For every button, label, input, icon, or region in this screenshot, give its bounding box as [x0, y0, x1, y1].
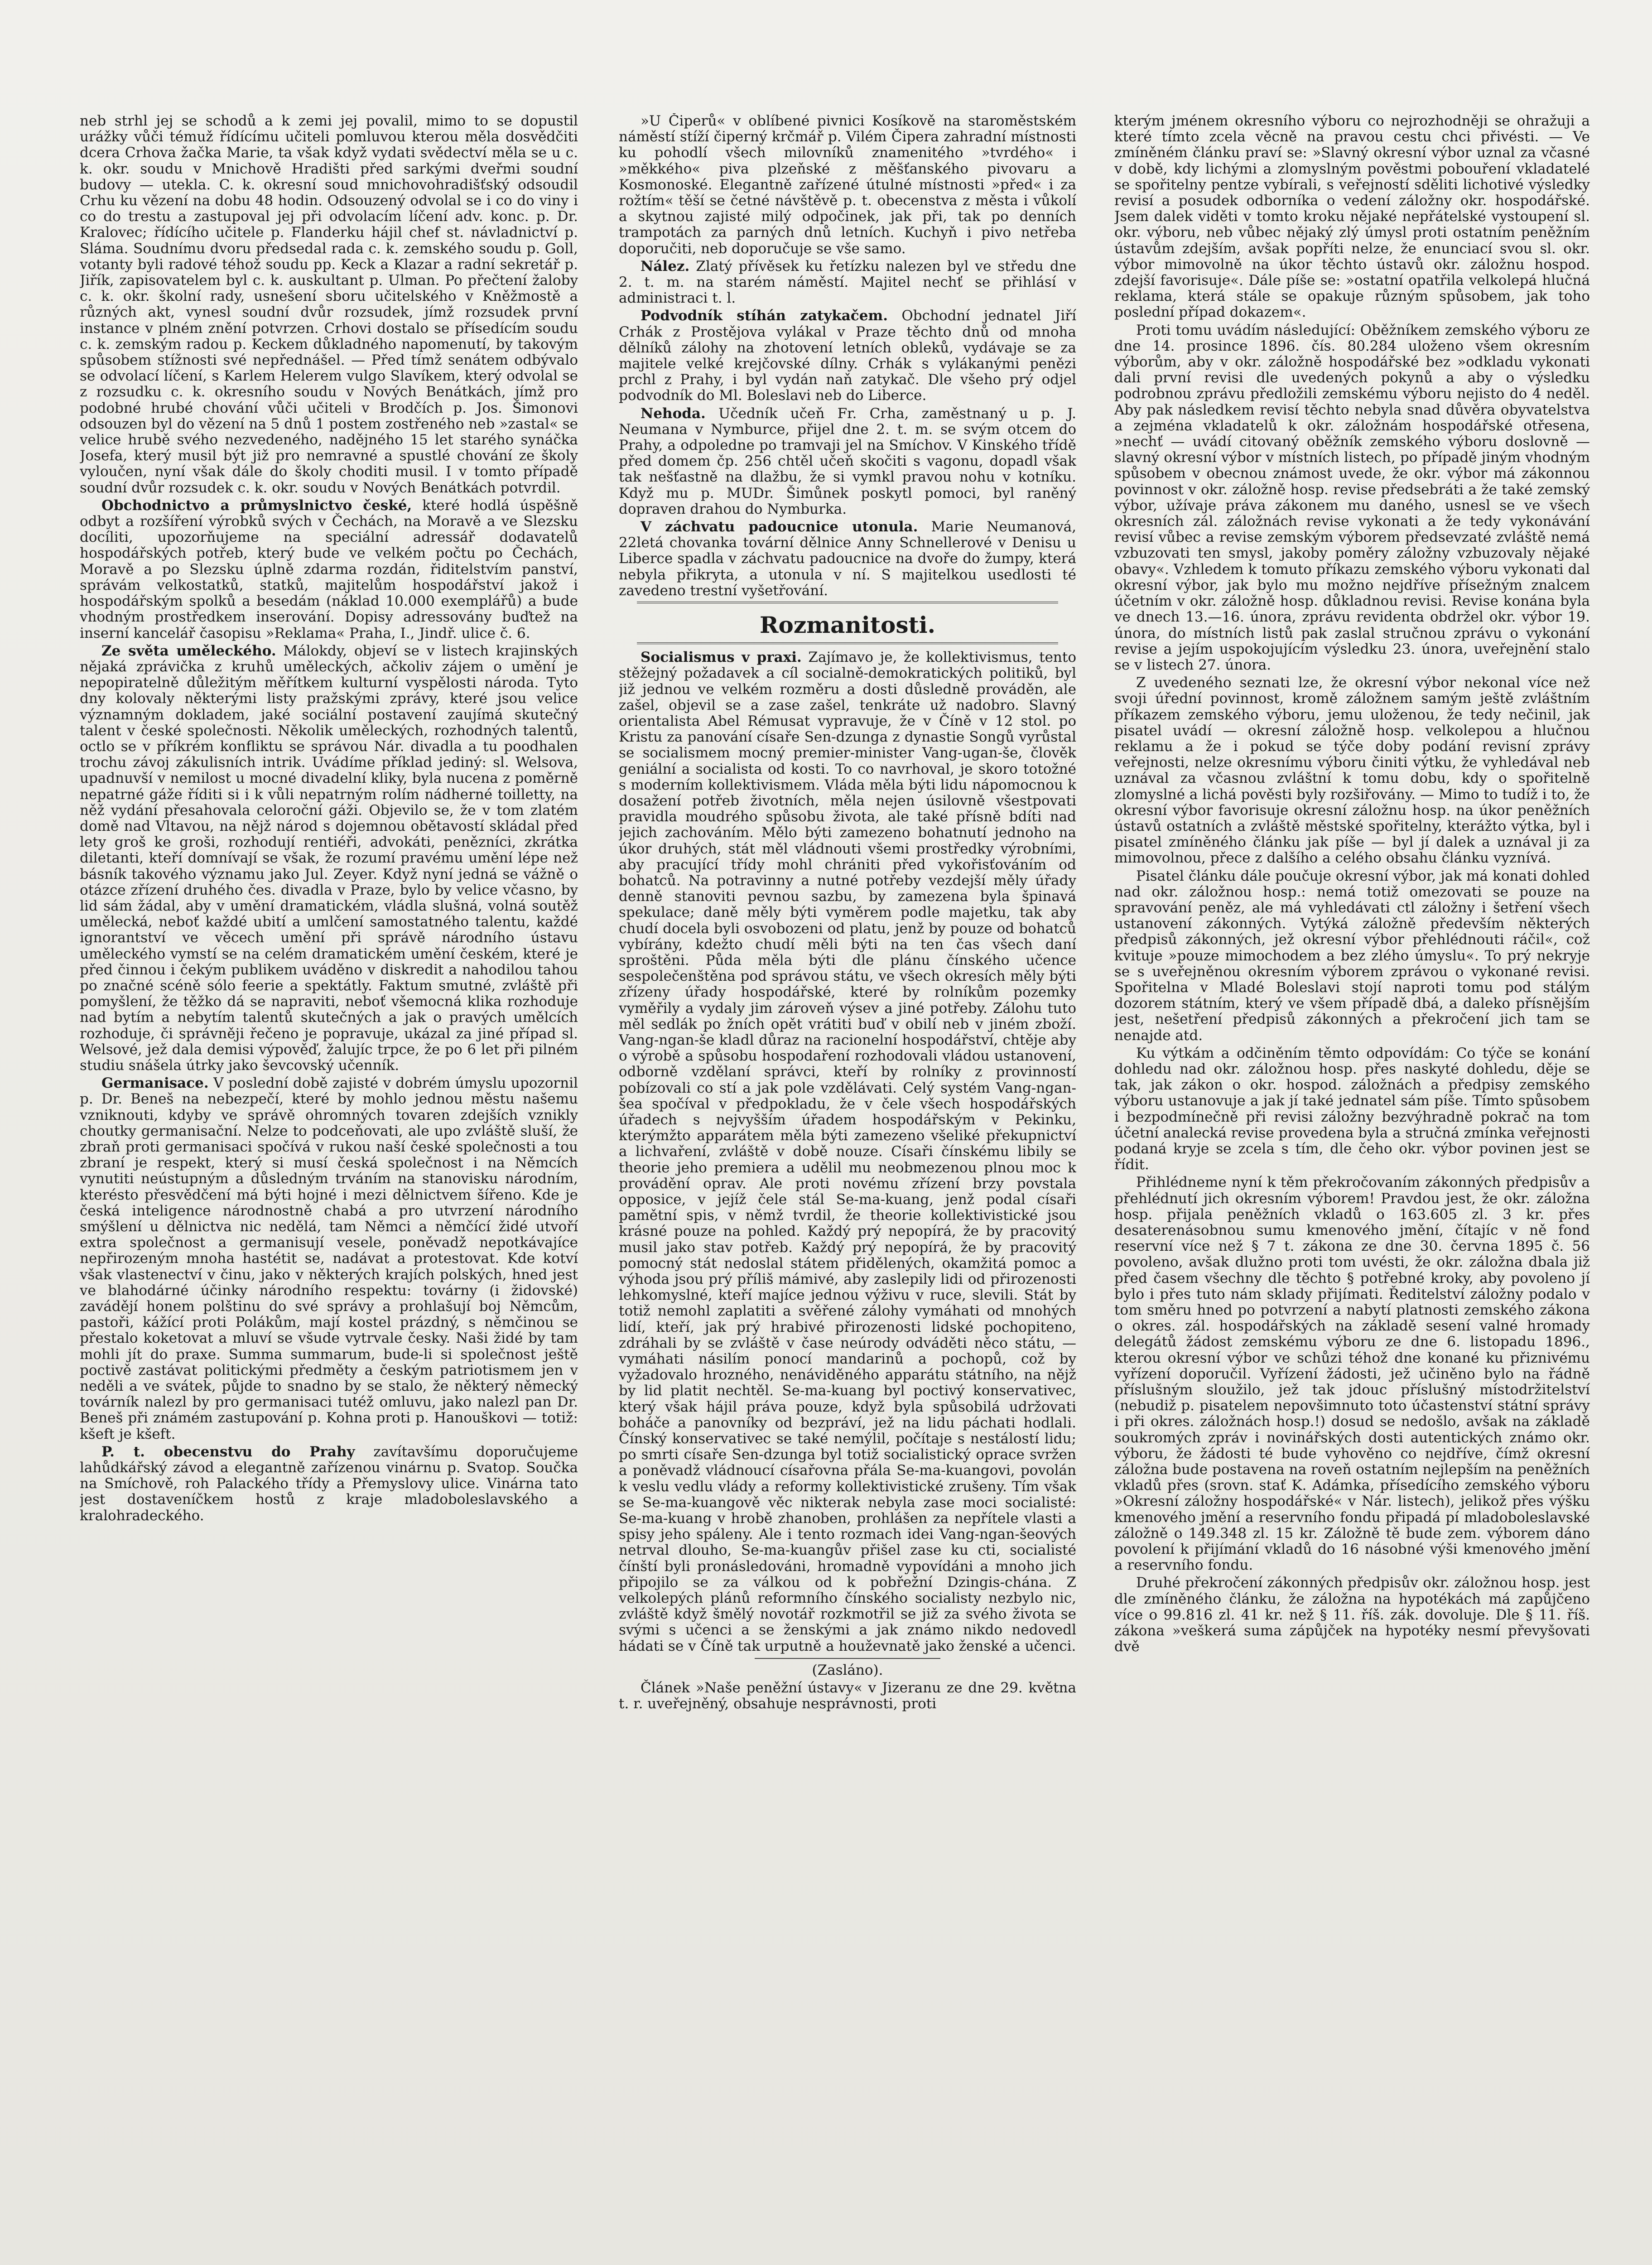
article-obchodnictvo-lead: Obchodnictvo a průmyslnictvo české,	[101, 497, 412, 514]
article-zachvat-lead: V záchvatu padoucnice utonula.	[641, 519, 918, 535]
article-socialismus-body: Zajímavo je, že kollektivismus, tento stěžejný požadavek a cíl socialně-demokratických politiků, byl již jednou ve velkém rozměru a dosti důsledně prováděn, ale zašel, objevil se a zase zašel, tenkráte už nadobro. Slavný orientalista Abel Rémusat vypravuje, že v Číně v 12 stol. po Kristu za panování císaře Sen-dzunga z dynastie Songů vyrůstal se socialismem mocný premier-minister Vang-ugan-še, člověk geniální a socialista od kosti. To co navrhoval, je skoro totožné s moderním kollektivismem. Vláda měla býti lidu nápomocnou k dosažení potřeb životních, měla nejen úsilovně všestpovati pravidla moudrého spůsobu života, ale také přísně bdíti nad jejich zachováním. Mělo býti zamezeno bohatnutí jednoho na úkor druhých, stát měl vládnouti všemi prostředky výrobními, aby pracující třídy mohl chrániti před vykořisťováním od bohatců. Na potravinny a nutné potřeby vezdejší měly úřady denně stanoviti pevnou sazbu, by zamezena byla špinavá spekulace; daně měly býti vyměrem podle majetku, tak aby chudí docela byli osvobozeni od platu, jenž by pouze od bohatců vybírány, kdežto chudí měli býti na ten čas všech daní sproštěni. Půda měla býti dle plánu čínského učence sespolečenštěna pod správou státu, ve všech okresích měly býti zřízeny úřady hospodářské, které by rolníkům pozemky vyměřily a vydaly jim zároveň výsev a jiné potřeby. Zálohu tuto měl sedlák po žních opět vrátiti buď v obilí neb v jiném zboží. Vang-ngan-še kladl důraz na racionelní hospodářství, chtěje aby o výrobě a spůsobu hospodaření rozhodovali vládou ustanovení, odborně vzdělaní správci, kteří by rolníky z provinností pobízovali co stí a jak pole vzdělávati. Celý systém Vang-ngan-šea spočíval v předpokladu, že v čele všech hospodářských úřadech s nejvyšším úřadem hospodářským v Pekinku, kterýmžto apparátem měla býti zamezeno všeliké překupnictví a lichvaření, zvláště v době nouze. Císaři čínskému libily se theorie jeho premiera a udělil mu neobmezenou plnou moc k provádění oprav. Ale proti novému zřízení brzy povstala opposice, v jejíž čele stál Se-ma-kuang, jenž podal císaři pamětní spis, v němž tvrdil, že theorie kollektivistické jsou krásné pouze na pohled. Každý prý nepopírá, že by pracovitý musil jako stav potřeb. Každý prý nepopírá, že by pracovitý pomocný stát nedoslal státem přidělených, okamžitá pomoc a výhoda jsou prý příliš mámivé, aby zaslepily lidi od přirozenosti lehkomyslné, kteří majíce jednou výživu v ruce, slevili. Stát by totiž nemohl zaplatiti a svěřené zálohy vymáhati od mnohých lidí, kteří, jak prý hrabivé přirozenosti lidské pochopiteno, zdráhali by se zvláště v čase neúrody odváděti něco státu, — vymáhati násilím ponocí mandarinů a pochopů, což by vyžadovalo hrozného, nenáviděného apparátu státního, na nějž by lid platit nechtěl. Se-ma-kuang byl poctivý konservativec, který však hájil práva pouze, když byla spůsobilá udržovati boháče a panovníky od bezpráví, jež na lidu páchati hodlali. Čínský konservativec se také nemýlil, počítaje s nestálostí lidu; po smrti císaře Sen-dzunga byl totiž socialistický oprace svržen a poněvadž vládnoucí císařovna přála Se-ma-kuangovi, povolán k veslu vedlu vlády a reformy kollektivistické zrušeny. Tím však se Se-ma-kuangově věc nikterak nebyla zase moci socialisté: Se-ma-kuang v hrobě zhanoben, prohlášen za nepřítele vlasti a spisy jeho spáleny. Ale i tento rozmach idei Vang-ngan-šeových netrval dlouho, Se-ma-kuangův přišel zase ku cti, socialisté čínští byli pronásledováni, hromadně vypovídáni a mnoho jich připojilo se za válkou od k pobřežní Dzingis-chána. Z velkolepých plánů reformního čínského socialisty nezbylo nic, zvláště když šmělý novotář rozkmotřil se již za svého života se svými s učenci a se ženskými a jak známo nikdo nedovedl hádati se v Číně tak urputně a houževnatě jako ženské a učenci.	[619, 649, 1076, 1654]
article-nehoda	[619, 406, 1076, 517]
section-divider-top	[637, 602, 1058, 603]
article-obchodnictvo	[80, 498, 578, 641]
article-zachvat	[619, 519, 1076, 599]
article-zaslano-p4: Pisatel článku dále poučuje okresní výbor, jak má konati dohled nad okr. záložnou hosp.: nemá totiž omezovati se pouze na spravování peněz, ale má vyhledávati ctl záložny i šetření všech ustanovení zákonných. Vytýká záložně především některých předpisů zákonných, jež okresní výbor přehlédnouti ráčil«, což kvituje »pouze mimochodem a bez zlého úmyslu«. To prý nekryje se s uveřejněnou okresním výborem zprávou o vykonané revisi. Spořitelna v Mladé Boleslavi stojí naproti tomu pod stálým dozorem státním, který ve všem případě dbá, a daleko přísnějším jest, nešetření předpisů zákonných a překročení jich tam se nenajde atd.	[1114, 867, 1590, 1044]
article-zaslano-p7: Druhé překročení zákonných předpisův okr. záložnou hosp. jest dle zmíněného článku, že záložna na hypotékách má zapůjčeno více o 99.816 zl. 41 kr. než § 11. říš. zák. dovoluje. Dle § 11. říš. zákona »veškerá suma zápůjček na hypotéky nesmí převyšovati dvě	[1114, 1575, 1590, 1655]
article-podvodnik	[619, 308, 1076, 404]
article-obecenstvu-lead: P. t. obecenstvu do Prahy	[101, 1443, 355, 1460]
article-zachvat-body: Marie Neumanová, 22letá chovanka tovární dělnice Anny Schnellerové v Denisu u Liberce spadla v záchvatu padoucnice na dvoře do žumpy, která nebyla přikryta, a utonula v ní. S majitelkou usedlosti té zavedeno trestní vyšetřování.	[619, 519, 1076, 599]
article-nalez-lead: Nález.	[641, 258, 690, 275]
column-left	[80, 113, 578, 2165]
article-u-ciperu: »U Čiperů« v oblíbené pivnici Kosíkově na staroměstském náměstí stíží čiperný krčmář p. Vilém Čipera zahradní místnosti ku pohodlí všech milovníků znamenitého »tvrdého« i »měkkého« piva plzeňské z měšťanského pivovaru a Kosmonoské. Elegantně zařízené útulné místnosti »před« i za rožtím« těší se četné návštěvě p. t. obecenstva z města i vůkolí a skytnou zajisté milý odpočinek, jak při, tak po denních trampotách za parných dnů letních. Kuchyň i pivo netřeba doporučiti, neb doporučuje se vše samo.	[619, 113, 1076, 257]
article-podvodnik-lead: Podvodník stíhán zatykačem.	[641, 308, 888, 324]
zaslano-divider	[755, 1658, 940, 1659]
article-obecenstvu	[80, 1444, 578, 1524]
article-podvodnik-body: Obchodní jednatel Jiří Crhák z Prostějova vylákal v Praze těchto dnů od mnoha dělníků zálohy na zhotovení letních obleků, vydávaje se za majitele velké krejčovské dílny. Crhák s vylákanými penězi prchl z Prahy, i byl vydán naň zatykač. Dle všeho prý odjel podvodník do Ml. Boleslavi neb do Liberce.	[619, 308, 1076, 404]
article-obecenstvu-body: zavítavšímu doporučujeme lahůdkářský závod a elegantně zařízenou vinárnu p. Svatop. Součka na Smíchově, roh Palackého třídy a Přemyslovy ulice. Vinárna tato jest dostaveníčkem hostů z kraje mladoboleslavského a kralohradeckého.	[80, 1443, 578, 1524]
article-nehoda-lead: Nehoda.	[641, 405, 706, 422]
column-middle	[619, 113, 1076, 2265]
article-zaslano-p2: Proti tomu uvádím následující: Oběžníkem zemského výboru ze dne 14. prosince 1896. čís. 80.284 uloženo všem okresním výborům, aby v okr. záložně hospodářské bez »odkladu vykonati dali první revisi dle uvedených pokynů a aby o výsledku podrobnou zprávu předložili zemskému výboru nejisto do 4 neděl. Aby pak následkem revisí těchto nebyla snad důvěra obyvatelstva a zejména vkladatelů k okr. záložnám hospodářské otřesena, »nechť — uvádí citovaný oběžník zemského výboru doslovně — slavný okresní výbor v místních listech, po případě jiným vhodným spůsobem v obecnou známost uvede, že okr. výbor má zákonnou povinnost v okr. záložně hosp. revise předsebráti a že také zemský výbor, užívaje práva zákonem mu daného, usnesl se ve všech okresních zál. záložnách revise vykonati a že tedy vykonávání revisí vůbec a revise zemským výborem předsevzaté zvláště nemá vzbuzovati ten smysl, jakoby poměry záložny vzbuzovaly nějaké obavy«. Vzhledem k tomuto příkazu zemského výboru vykonati dal okresní výbor, jak bylo mu možno nejdříve přísežným znalcem účetním v okr. záložně hosp. důkladnou revisi. Revise konána byla ve dnech 13.—16. února, zprávu revidenta obdržel okr. výbor 19. února, do místních listů pak zaslal stručnou zprávu o vykonání revise a jejím uspokojujícím výsledku 23. února, uveřejnění stalo se v listech 27. února.	[1114, 322, 1590, 673]
article-ze-sveta-umeleckeho	[80, 643, 578, 1074]
article-zaslano-p3: Z uvedeného seznati lze, že okresní výbor nekonal více než svoji úřední povinnost, kromě záložnem samým ještě zvláštním příkazem zemského výboru, jemu uloženou, že tedy nečinil, jak pisatel uvádí — okresní záložně hosp. velkolepou a hlučnou reklamu a že i pokud se týče doby podání revisní zprávy veřejnosti, nelze okresnímu výboru činiti výtku, že vyhledával neb uznával za včasnou zvláštní k tomu dobu, kdy o spořitelně zlomyslné a lichá pověsti byly rozšiřovány. — Mimo to tudíž i to, že okresní výbor favorisuje okresní záložnu hosp. na úkor peněžních ústavů ostatních a zvláště městské spořitelny, kterážto výtka, byl i pisatel zmíněného článku jak píše — byl jí dalek a uznával ji za mimovolnou, přece z dalšího a celého obsahu článku vyznívá.	[1114, 675, 1590, 867]
article-germanisace	[80, 1075, 578, 1442]
article-zaslano-p6: Přihlédneme nyní k těm překročovaním zákonných předpisův a přehlédnutí jich okresním výborem! Pravdou jest, že okr. záložna hosp. přijala peněžních vkladů o 163.605 zl. 3 kr. přes desaterenásobnou sumu kmenového jmění, čítajíc v ně fond reservní více než § 7 t. zákona ze dne 30. června 1895 č. 56 povoleno, avšak dlužno proti tom uvésti, že okr. záložna dbala již před časem všechny dle těchto § potřebné kroky, aby povoleno jí bylo i přes tuto nám sklady přijímati. Ředitelství záložny podalo v tom směru hned po potvrzení a nabytí platnosti zemského zákona o okres. zál. hospodářských na základě sesení valné hromady delegátů žádost zemskému výboru ze dne 6. listopadu 1896., kterou okresní výbor ve schůzi téhož dne konané ku přiznivému vyřízení doporučil. Vyřízení žádosti, jež učiněno bylo na řádně příslušným sloužilo, jež tak jdouc příslušný místodržitelství (nebudiž p. pisatelem nepovšimnuto toto účastenství státní správy i při okres. záložnách hosp.!) dosud se nedošlo, avšak na základě soukromých zpráv i novinářských dosti autentických známo okr. výboru, že žádosti té bude vyhověno co nejdříve, čímž okresní záložna bude postavena na roveň ostatním nejlepším na peněžních vkladů přes (srovn. stať K. Adámka, přísedícího zemského výboru »Okresní záložny hospodářské« v Nár. listech), jelikož přes výšku kmenového jmění a reservního fondu připadá pí mladoboleslavské záložně o 149.348 zl. 15 kr. Záložně tě bude zem. výborem dáno povolení k přijímání vkladů do 16 násobné výši kmenového jmění a reservního fondu.	[1114, 1174, 1590, 1574]
article-socialismus-lead: Socialismus v praxi.	[641, 649, 802, 666]
article-clanek: Článek »Naše peněžní ústavy« v Jizeranu ze dne 29. května t. r. uveřejněný, obsahuje nesprávnosti, proti	[619, 1680, 1076, 1712]
section-heading-rozmanitosti: Rozmanitosti.	[759, 612, 936, 639]
article-obchodnictvo-body: které hodlá úspěšně odbyt a rozšíření výrobků svých v Čechách, na Moravě a ve Slezsku docíliti, upozorňujeme na speciální adressář dodavatelů hospodářských potřeb, který bude ve velkém počtu po Čechách, Moravě a po Slezsku úplně zdarma rozdán, řiditelstvím panství, správám velkostatků, statků, majitelům hospodářství jakož i hospodářským spolků a besedám (náklad 10.000 exemplářů) a bude vhodným prostředkem inserování. Dopisy adressovány buďtež na inserní kancelář časopisu »Reklama« Praha, I., Jindř. ulice č. 6.	[80, 497, 578, 641]
article-crha-continuation: neb strhl jej se schodů a k zemi jej povalil, mimo to se dopustil urážky vůči témuž řídícímu učiteli pomluvou kterou měla dosvědčiti dcera Crhova žačka Marie, ta však když vydati svědectví měla se u c. k. okr. soudu v Mnichově Hradišti před sarkými dveřmi soudní budovy — utekla. C. k. okresní soud mnichovohradišťský odsoudil Crhu ku vězení na dobu 48 hodin. Odsouzený odvolal se i co do viny i co do trestu a zastupoval jej při odvolacím líčení adv. konc. p. Dr. Kralovec; řídícího učitele p. Flanderku hájil chef st. návladnictví p. Sláma. Soudnímu dvoru předsedal rada c. k. zemského soudu p. Goll, votanty byli radové téhož soudu pp. Keck a Klazar a radní sekretář p. Jiřík, zapisovatelem byl c. k. auskultant p. Ulman. Po přečtení žaloby c. k. okr. školní rady, usnešení sboru učitelského v Kněžmostě a různých akt, vynesl soudní dvůr rozsudek, jímž rozsudek první instance v plném znění potvrzen. Crhovi dostalo se přísedícím soudu c. k. zemským radou p. Keckem důkladného napomenutí, by takovým spůsobem stížnosti své nepřednášel. — Před tímž senátem odbývalo se odvolací líčení, s Karlem Helerem vulgo Slavíkem, který odvolal se z rozsudku c. k. okresního soudu v Nových Benátkách, jímž pro podobné hrubé chování vůči učiteli v Brodčích p. Jos. Šimonovi odsouzen byl do vězení na 5 dnů 1 postem zostřeného neb »zastal« se velice hrubě svého nezvedeného, nadějného 15 let starého synáčka Josefa, který musil být již pro nemravné a spustlé chování ze školy vyloučen, nyní však dále do školy choditi musil. I v tomto případě soudní dvůr rozsudek c. k. okr. soudu v Nových Benátkách potvrdil.	[80, 113, 578, 496]
zaslano-label: (Zasláno).	[812, 1662, 883, 1678]
section-divider-bottom	[637, 642, 1058, 644]
article-nehoda-body: Učedník učeň Fr. Crha, zaměstnaný u p. J. Neumana v Nymburce, přijel dne 2. t. m. se svým otcem do Prahy, a odpoledne po tramvaji jel na Smíchov. V Kinského třídě před domem čp. 256 chtěl učeň skočiti s vagonu, dopadl však tak nešťastně na dlažbu, že si vymkl pravou nohu v kotníku. Když mu p. MUDr. Šimůnek poskytl pomoci, byl raněný dopraven drahou do Nymburka.	[619, 405, 1076, 517]
article-nalez	[619, 259, 1076, 307]
article-ze-sveta-umeleckeho-body: Málokdy, objeví se v listech krajinských nějaká zprávička z kruhů uměleckých, ačkoliv zájem o umění je nepopiratelně důležitým měřítkem kulturní vyspělosti národa. Tyto dny kolovaly některými listy pražskými zprávy, které jsou velice významným dokladem, jaké sociální postavení zaujímá skutečný talent v české společnosti. Několik uměleckých, rozhodných talentů, octlo se v příkrém konfliktu se správou Nár. divadla a tu poodhalen trochu závoj zákulisních intrik. Uvádíme příklad jediný: sl. Welsova, upadnuvší v nemilost u mocné divadelní kliky, byla nucena z poměrně nepatrné gáže říditi si i k vůli nepatrným rolím nádherné toilletty, na něž vydání přesahovala celoroční gáži. Objevilo se, že v tom zlatém domě nad Vltavou, na nějž národ s dojemnou obětavostí skládal před lety groš ke groši, rozhodují rentiéři, advokáti, penězníci, zkrátka diletanti, kteří domnívají se však, že rozumí pravému umění lépe než básník takového významu jako Jul. Zeyer. Když nyní jedná se vážně o otázce zřízení druhého čes. divadla v Praze, bylo by velice včasno, by lid sám žádal, aby v umění dramatickém, vládla slušná, volná soutěž umělecká, neboť každé ubití a umlčení samostatného talentu, každé ignorantství ve věcech umění při správě národního ústavu uměleckého vymstí se na celém dramatickém umění českém, které je před činnou i čekým publikem uváděno v diskredit a nahodilou tahou po značné scéně sólo feerie a spektátly. Faktum smutné, zvláště při pomyšlení, že těžko dá se napraviti, neboť všemocná klika rozhoduje nad bytím a nebytím talentů skutečných a jak o pravých umělcích rozhoduje, či správněji řečeno je popravuje, ukázal za jiné případ sl. Welsové, jež dala demisi výpověď, žalujíc trpce, že po 6 let při pilném studiu snášela útrky jako ševcovský učenník.	[80, 642, 578, 1074]
article-germanisace-lead: Germanisace.	[101, 1075, 209, 1092]
article-socialismus	[619, 650, 1076, 1654]
article-zaslano-p5: Ku výtkám a odčiněním těmto odpovídám: Co týče se konání dohledu nad okr. záložnou hosp. přes naskyté dohledu, děje se tak, jak zákon o okr. hospod. záložnách a předpisy zemského výboru ustanovuje a jak jí také jednatel sám píše. Tímto spůsobem i bezpodmínečně při revisi záložny bezvýhradně pokrač na tom účetní analecká revise provedena byla a stručná zmínka veřejnosti podaná kryje se zcela s tím, dle čeho okr. výbor povinen jest se řídit.	[1114, 1045, 1590, 1173]
article-nalez-body: Zlatý přívěsek ku řetízku nalezen byl ve středu dne 2. t. m. na starém náměstí. Majitel nechť se přihlásí v administraci t. l.	[619, 258, 1076, 307]
article-germanisace-body: V poslední době zajisté v dobrém úmyslu upozornil p. Dr. Beneš na nebezpečí, které by mohlo jednou městu našemu vzniknouti, kdyby ve správě ohromných tovaren zdejších vznikly choutky germanisační. Nelze to podceňovati, ale upo zvláště sluší, že zbraň proti germanisaci spočívá v rukou naší české společnosti a tou zbraní je respekt, který si musí česká společnost i na Němcích vynutiti neústupným a důsledným trváním na stanovisku národním, kterésto přesvědčení má býti hojné i mezi dělnictvem šířeno. Kde je česká inteligence národnostně chabá a pro utvrzení národního smýšlení u dělnictva nic nedělá, tam Němci a němčící židé utvoří extra společnost a germanisují vesele, poněvadž nepotkávajíce nepřirozeným mnoha hastétit se, nadávat a protestovat. Kde kotví však vlastenectví v činu, jako v některých krajích polských, hned jest ve blahodárné účinky národního respektu: továrny (i židovské) zavádějí honem polštinu do své správy a prohlašují boj Němcům, pastoři, kážící proti Polákům, mají kostel prázdný, s němčinou se přestalo koketovat a mluví se všude vytrvale česky. Naši židé by tam mohli jít do praxe. Summa summarum, bude-li si společnost ještě poctivě zastávat politickými předměty a českým patriotismem jen v neděli a ve svátek, půjde to snadno by se stalo, že některý německý továrník nalezl by pro germanisaci tutéž omluvu, jako nalezl pan Dr. Beneš při známém zastupování p. Kohna proti p. Hanouškovi — totiž: kšeft je kšeft.	[80, 1075, 578, 1442]
article-ze-sveta-umeleckeho-lead: Ze světa uměleckého.	[101, 642, 276, 659]
column-right	[1114, 113, 1590, 2265]
article-zaslano-continuation: kterým jménem okresního výboru co nejrozhodněji se ohražuji a které tímto zcela věcně na pravou cestu chci přivésti. — Ve zmíněném článku praví se: »Slavný okresní výbor uznal za včasné v době, kdy lichými a zlomyslným pověstmi pobouření vkladatelé se spořitelny pentze vybírali, s veřejností sděliti lichotivé výsledky revisí a posudek odborníka o vedení záložny okr. hospodářské. Jsem dalek viděti v tomto kroku nějaké nepřátelské vystoupení sl. okr. výboru, neb vůbec nějaký zlý úmysl proti ostatním peněžním ústavům zdejším, avšak popříti nelze, že enunciací svou sl. okr. výbor mimovolně na úkor těchto ústavů okr. záložnu hospod. zdejší favorisuje«. Dále píše se: »ostatní opatřila velkolepá hlučná reklama, která stále se opakuje různým spůsobem, jak toho poslední případ dokazem«.	[1114, 113, 1590, 321]
